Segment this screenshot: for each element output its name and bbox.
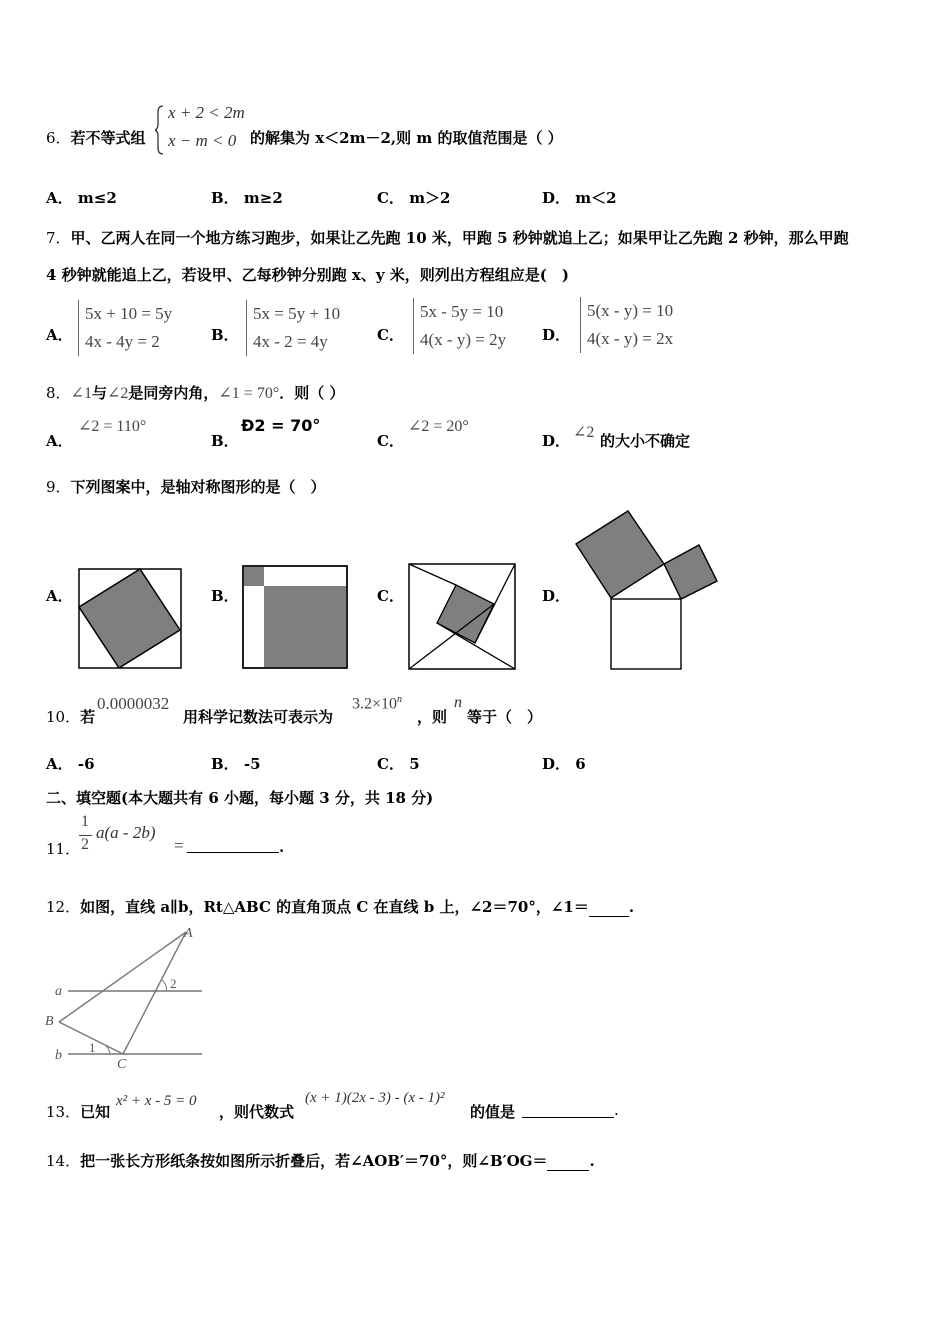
q10-option-b[interactable]: B． -5 (211, 755, 261, 773)
q13-tail: . (614, 1101, 619, 1119)
q6-stem (46, 127, 146, 148)
q11-answer-blank[interactable] (187, 852, 279, 853)
q12-label-angle-1: 1 (89, 1040, 96, 1055)
q9-figure-c[interactable] (408, 563, 516, 670)
q9-figure-d[interactable] (572, 508, 720, 672)
q7-option-b-letter[interactable]: B． (211, 326, 239, 344)
q11-frac-den: 2 (81, 836, 89, 853)
q8-option-a[interactable]: ∠2 = 110° (78, 418, 147, 435)
q6-number: 6． (46, 129, 71, 147)
q13-expression: (x + 1)(2x - 3) - (x - 1)² (305, 1090, 445, 1106)
q8-option-c[interactable]: ∠2 = 20° (408, 418, 469, 435)
q8-option-b[interactable]: Ð2 = 70° (241, 416, 321, 435)
q9-stem: 9．下列图案中，是轴对称图形的是（ ） (46, 478, 326, 496)
q12-label-line-b: b (55, 1048, 62, 1063)
q10-option-a[interactable]: A． -6 (46, 755, 95, 773)
q12-diagram (40, 920, 210, 1072)
q7-option-a-system[interactable]: 5x + 10 = 5y 4x - 4y = 2 (78, 300, 172, 356)
q11-tail: . (279, 838, 285, 856)
q13-text2: ，则代数式 (219, 1103, 295, 1121)
q8-stem: 8．∠1与∠2是同旁内角，∠1 = 70°．则（ ） (46, 384, 345, 402)
q12-label-a-point: A (184, 926, 193, 941)
q12-answer-blank[interactable] (589, 898, 629, 917)
q11-eq: = (174, 836, 184, 855)
q7-option-b-system[interactable]: 5x = 5y + 10 4x - 2 = 4y (246, 300, 340, 356)
q10-text3: ，则 (417, 708, 448, 726)
q7-option-a-letter[interactable]: A． (46, 326, 73, 344)
q10-value: 0.0000032 (97, 694, 170, 713)
q6-sys-line1: x + 2 < 2m (168, 103, 245, 122)
q11-number: 11． (46, 840, 81, 858)
q6-option-b[interactable]: B． m≥2 (211, 189, 283, 207)
q8-option-d-letter[interactable]: D． (542, 432, 571, 450)
q6-option-d[interactable]: D． m＜2 (542, 189, 617, 207)
q10-text2: 用科学记数法可表示为 (183, 708, 334, 726)
q10-num: 10．若 (46, 708, 96, 726)
q6-sys-line2: x − m < 0 (168, 131, 237, 150)
q12-label-b-point: B (45, 1014, 54, 1029)
q14-stem: 14．把一张长方形纸条按如图所示折叠后，若∠AOB′＝70°，则∠B′OG＝ . (46, 1152, 595, 1170)
q10-text4: 等于（ ） (467, 708, 543, 726)
q7-option-d-system[interactable]: 5(x - y) = 10 4(x - y) = 2x (580, 297, 673, 353)
q8-option-b-letter[interactable]: B． (211, 432, 239, 450)
q12-stem: 12．如图，直线 a∥b，Rt△ABC 的直角顶点 C 在直线 b 上，∠2＝70°，∠1＝ . (46, 898, 635, 916)
section-2-title: 二、填空题(本大题共有 6 小题，每小题 3 分，共 18 分) (46, 789, 434, 807)
q11-frac-num: 1 (81, 813, 89, 830)
q7-option-c-letter[interactable]: C． (377, 326, 404, 344)
q13-answer-blank[interactable] (522, 1117, 614, 1118)
q14-answer-blank[interactable] (547, 1152, 589, 1171)
q7-option-c-system[interactable]: 5x - 5y = 10 4(x - y) = 2y (413, 298, 506, 354)
q10-option-d[interactable]: D． 6 (542, 755, 586, 773)
q6-option-a[interactable]: A． m≤2 (46, 189, 117, 207)
q7-option-d-letter[interactable]: D． (542, 326, 571, 344)
q9-option-c-letter[interactable]: C． (377, 587, 404, 605)
q8-option-d-angle[interactable]: ∠2 (573, 424, 595, 441)
q8-option-a-letter[interactable]: A． (46, 432, 73, 450)
q9-figure-b[interactable] (242, 565, 348, 669)
q6-option-c[interactable]: C． m＞2 (377, 189, 451, 207)
q9-option-a-letter[interactable]: A． (46, 587, 73, 605)
q7-line1: 7．甲、乙两人在同一个地方练习跑步，如果让乙先跑 10 米，甲跑 5 秒钟就追上乙；如果甲让乙先跑 2 秒钟，那么甲跑 (46, 229, 849, 247)
q11-expr: a(a - 2b) (96, 823, 156, 842)
q9-option-b-letter[interactable]: B． (211, 587, 239, 605)
q6-prefix: 若不等式组 (70, 129, 146, 147)
q10-sci: $3.2\times 10^n$ (352, 694, 403, 713)
q6-suffix: 的解集为 x＜2m－2,则 m 的取值范围是（ ） (250, 129, 563, 147)
q13-start: 13．已知 (46, 1103, 111, 1121)
q9-figure-a[interactable] (78, 568, 182, 670)
q7-line2: 4 秒钟就能追上乙，若设甲、乙每秒钟分别跑 x、y 米，则列出方程组应是( ) (46, 266, 569, 284)
q10-var: n (454, 694, 462, 711)
q8-option-c-letter[interactable]: C． (377, 432, 404, 450)
q12-label-angle-2: 2 (170, 976, 177, 991)
q13-text3: 的值是 (470, 1103, 516, 1121)
q10-option-c[interactable]: C． 5 (377, 755, 420, 773)
q8-option-d-tail: 的大小不确定 (600, 432, 691, 450)
q13-equation: x² + x - 5 = 0 (116, 1093, 197, 1109)
q9-option-d-letter[interactable]: D． (542, 587, 571, 605)
q12-label-line-a: a (55, 984, 62, 999)
q12-label-c-point: C (117, 1057, 127, 1072)
